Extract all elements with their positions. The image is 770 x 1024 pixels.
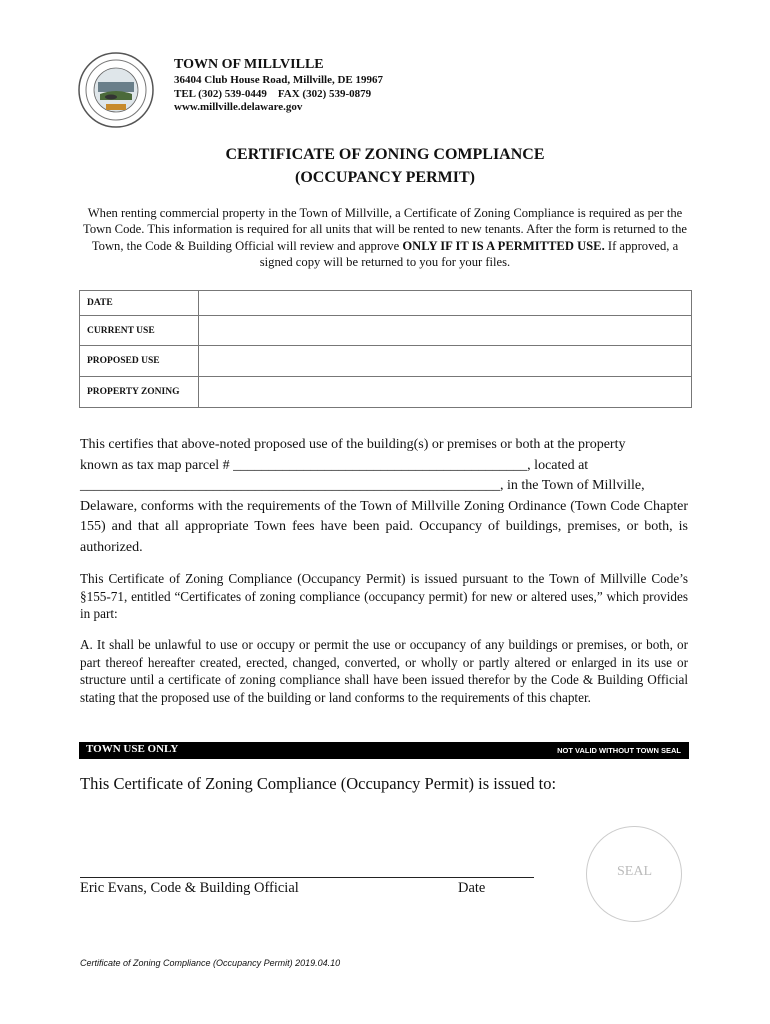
signer-name: Eric Evans, Code & Building Official: [80, 880, 299, 896]
certification-paragraph: [80, 435, 688, 558]
town-use-only-label: TOWN USE ONLY: [86, 743, 179, 755]
pursuant-paragraph: This Certificate of Zoning Compliance (Occupancy Permit) is issued pursuant to the Town of Millville Code’s §155-71, entitled “Certificates of zoning compliance (occupancy permit) for new or altered uses,” which provides in part:: [80, 571, 688, 621]
town-use-only-bar: [79, 742, 689, 759]
field-label-date: DATE: [80, 291, 199, 316]
field-row-current-use: [80, 316, 692, 346]
certificate-subtitle: (OCCUPANCY PERMIT): [295, 169, 475, 186]
certification-line-2: known as tax map parcel # __________________________________________, located at: [80, 457, 589, 473]
town-address: 36404 Club House Road, Millville, DE 19967: [174, 74, 384, 86]
intro-emphasis: ONLY IF IT IS A PERMITTED USE.: [402, 238, 605, 253]
intro-text: When renting commercial property in the Town of Millville, a Certificate of Zoning Compliance is required as per the Town Code. This information is required for all units that will be rented to new tenants. After the form is returned to the Town, the Code & Building Official will review and approve: [83, 206, 687, 253]
field-label-property-zoning: PROPERTY ZONING: [80, 377, 199, 408]
town-website[interactable]: www.millville.delaware.gov: [174, 101, 303, 113]
field-label-current-use: CURRENT USE: [80, 316, 199, 346]
town-phone-fax: TEL (302) 539-0449 FAX (302) 539-0879: [174, 88, 372, 100]
issued-to-heading: This Certificate of Zoning Compliance (Occupancy Permit) is issued to:: [80, 774, 557, 793]
field-input-current-use[interactable]: [199, 316, 692, 346]
not-valid-without-seal-label: NOT VALID WITHOUT TOWN SEAL: [557, 746, 681, 755]
certificate-title: CERTIFICATE OF ZONING COMPLIANCE: [225, 146, 545, 163]
intro-text-end: If approved, a signed copy will be returned to you for your files.: [259, 238, 679, 269]
signature-line[interactable]: [80, 877, 534, 878]
seal-placeholder-text: SEAL: [617, 864, 652, 879]
permit-fields-table: [79, 290, 692, 408]
field-label-proposed-use: PROPOSED USE: [80, 346, 199, 377]
clause-a-paragraph: A. It shall be unlawful to use or occupy or permit the use or occupancy of any buildings or premises, or both, or part thereof hereafter created, erected, changed, converted, or wholly or partly altered or enlarged in its use or structure until a certificate of zoning compliance shall have been issued therefor by the Code & Building Official stating that the proposed use of the building or land conforms to the requirements of this chapter.: [80, 637, 688, 705]
certification-line-3: ____________________________________________________________, in the Town of Millville,: [80, 478, 645, 493]
town-seal-logo: [78, 52, 154, 128]
field-input-proposed-use[interactable]: [199, 346, 692, 377]
town-name: TOWN OF MILLVILLE: [174, 57, 324, 72]
date-label: Date: [458, 880, 486, 896]
field-input-date[interactable]: [199, 291, 692, 316]
field-row-proposed-use: [80, 346, 692, 377]
field-row-property-zoning: [80, 377, 692, 408]
intro-paragraph: [80, 205, 690, 270]
certification-line-1: This certifies that above-noted proposed use of the building(s) or premises or both at the property: [80, 437, 626, 452]
footer-document-id: Certificate of Zoning Compliance (Occupancy Permit) 2019.04.10: [80, 958, 341, 968]
certification-rest: Delaware, conforms with the requirements of the Town of Millville Zoning Ordinance (Town Code Chapter 155) and that all appropriate Town fees have been paid. Occupancy of buildings, premises, or both, is authorized.: [80, 498, 688, 555]
field-row-date: [80, 291, 692, 316]
field-input-property-zoning[interactable]: [199, 377, 692, 408]
